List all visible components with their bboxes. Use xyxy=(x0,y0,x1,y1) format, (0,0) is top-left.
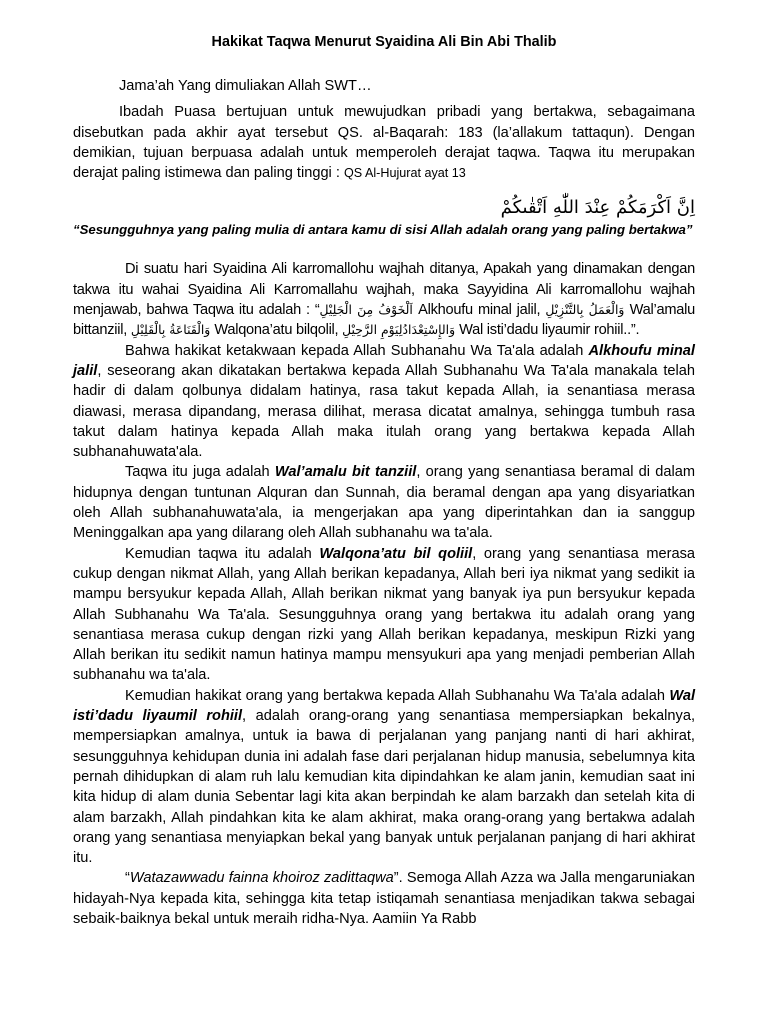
arabic-phrase-1: اَلْخَوْفُ مِنَ الْجَلِيْلِ xyxy=(319,302,413,318)
term-walamalu: Wal’amalu bit tanziil xyxy=(274,464,417,481)
p3-text-a: Taqwa itu juga adalah xyxy=(125,464,275,481)
term-walistidadu: Wal isti’dadu liyaumil rohiil xyxy=(73,687,695,725)
p1-text-d: Walqona’atu bilqolil, xyxy=(210,322,343,339)
paragraph-walamalu xyxy=(73,462,695,543)
p2-text-a: Bahwa hakikat ketakwaan kepada Allah Subhanahu Wa Ta'ala adalah xyxy=(125,342,589,359)
p2-text-b: , seseorang akan dikatakan bertakwa kepada Allah Subhanahu Wa Ta'ala manakala telah hadir di dalam qolbunya didalam hatinya, rasa takut kepada Allah, ia senantiasa merasa diawasi, merasa dipandang, merasa dilihat, merasa dicatat amalnya, sehingga tumbuh rasa takut dalam hatinya kepada Allah maka itulah orang yang bertakwa kepada Allah subhanahuwata'ala. xyxy=(73,362,695,461)
p1-text-a: Di suatu hari Syaidina Ali karromallohu wajhah ditanya, Apakah yang dinamakan dengan takwa itu wahai Syaidina Ali Karromallahu wajhah, maka Sayyidina Ali karromallohu wajhah menjawab, bahwa Taqwa itu adalah : “ xyxy=(73,261,695,319)
paragraph-walqonaatu xyxy=(73,544,695,686)
p1-text-c: Wal’amalu bittanziil, xyxy=(73,302,696,339)
term-alkhoufu: Alkhoufu minal jalil xyxy=(73,342,695,379)
intro-reference: QS Al-Hujurat ayat 13 xyxy=(343,166,466,181)
paragraph-definition xyxy=(73,259,695,340)
greeting: Jama’ah Yang dimuliakan Allah SWT… xyxy=(119,78,372,94)
p4-text-b: , orang yang senantiasa merasa cukup dengan nikmat Allah, yang Allah berikan kepadanya, Allah beri iya nikmat yang sedikit ia mampu bersyukur kepada Allah, Allah berikan nikmat yang banyak iya pun bersyukur kepada Allah Subhanahu Wa Ta'ala. Sesungguhnya orang yang bertakwa itu adalah orang yang senantiasa merasa cukup dengan rizki yang Allah berikan kepadanya, meskipun Rizki yang Allah berikan itu sedikit namun hatinya mampu mensyukuri apa yang menjadi pemberian Allah subhanahu wa ta'ala. xyxy=(73,545,695,684)
p6-text-b: ”. Semoga Allah Azza wa Jalla mengaruniakan hidayah-Nya kepada kita, sehingga kita tetap istiqamah senantiasa menjadikan takwa sebagai sebaik-baiknya bekal untuk meraih ridha-Nya. Aamiin Ya Rabb xyxy=(73,870,695,927)
arabic-phrase-4: وَالإِسْتِعْدَادُلِيَوْمِ الرَّحِيْلِ xyxy=(342,322,456,338)
arabic-phrase-3: وَالْقَنَاعَةُ بِالْقَلِيْلِ xyxy=(130,322,211,338)
p3-text-b: , orang yang senantiasa beramal di dalam hidupnya dengan tuntunan Alquran dan Sunnah, dia beramal dengan apa yang disyariatkan oleh Allah subhanahuwata'ala, ia mengerjakan apa yang diperintahkan dan ia sanggup Meninggalkan apa yang dilarang oleh Allah subhanahu wa ta'ala. xyxy=(73,464,695,542)
p1-text-e: Wal isti’dadu liyaumir rohiil..”. xyxy=(455,322,640,339)
verse-translation: “Sesungguhnya yang paling mulia di antara kamu di sisi Allah adalah orang yang paling bertakwa” xyxy=(73,222,693,238)
p1-text-b: Alkhoufu minal jalil, xyxy=(412,302,546,319)
paragraph-alkhoufu xyxy=(73,341,695,463)
arabic-verse: اِنَّ اَكْرَمَكُمْ عِنْدَ اللّٰهِ اَتْقٰىكُمْ xyxy=(500,197,695,219)
quote-watazawwadu: Watazawwadu fainna khoiroz zadittaqwa xyxy=(129,870,394,887)
intro-text: Ibadah Puasa bertujuan untuk mewujudkan pribadi yang bertakwa, sebagaimana disebutkan pada akhir ayat tersebut QS. al-Baqarah: 183 (la’allakum tattaqun). Dengan demikian, tujuan berpuasa adalah untuk memperoleh derajat taqwa. Taqwa itu merupakan derajat paling istimewa dan paling tinggi : xyxy=(73,104,695,182)
document-title: Hakikat Taqwa Menurut Syaidina Ali Bin Abi Thalib xyxy=(211,34,557,50)
intro-paragraph xyxy=(73,102,695,183)
arabic-phrase-2: وَالْعَمَلُ بِالتَّنْزِيْلِ xyxy=(545,302,625,318)
term-walqonaatu: Walqona’atu bil qoliil xyxy=(319,545,473,562)
paragraph-closing xyxy=(73,868,695,929)
p5-text-a: Kemudian hakikat orang yang bertakwa kepada Allah Subhanahu Wa Ta'ala adalah xyxy=(125,687,670,704)
p4-text-a: Kemudian taqwa itu adalah xyxy=(125,545,320,562)
p5-text-b: , adalah orang-orang yang senantiasa mempersiapkan bekalnya, mempersiapkan amalnya, untuk ia bawa di perjalanan yang panjang nanti di hari akhirat, sesungguhnya kehidupan dunia ini adalah fase dari perjalanan hidup manusia, sebelumnya kita pernah dihidupkan di alam ruh lalu kemudian kita dipindahkan ke alam janin, kemudian saat ini kita hidup di alam dunia Sebentar lagi kita akan berpindah ke alam barzakh dan setelah kita di alam barzakh, Allah pindahkan kita ke alam akhirat, maka orang-orang yang bertakwa adalah orang yang senantiasa menyiapkan bekal yang banyak untuk perjalanan panjang di hari akhirat itu. xyxy=(73,708,695,867)
p6-open-quote: “ xyxy=(125,870,130,887)
paragraph-walistidadu xyxy=(73,686,695,869)
